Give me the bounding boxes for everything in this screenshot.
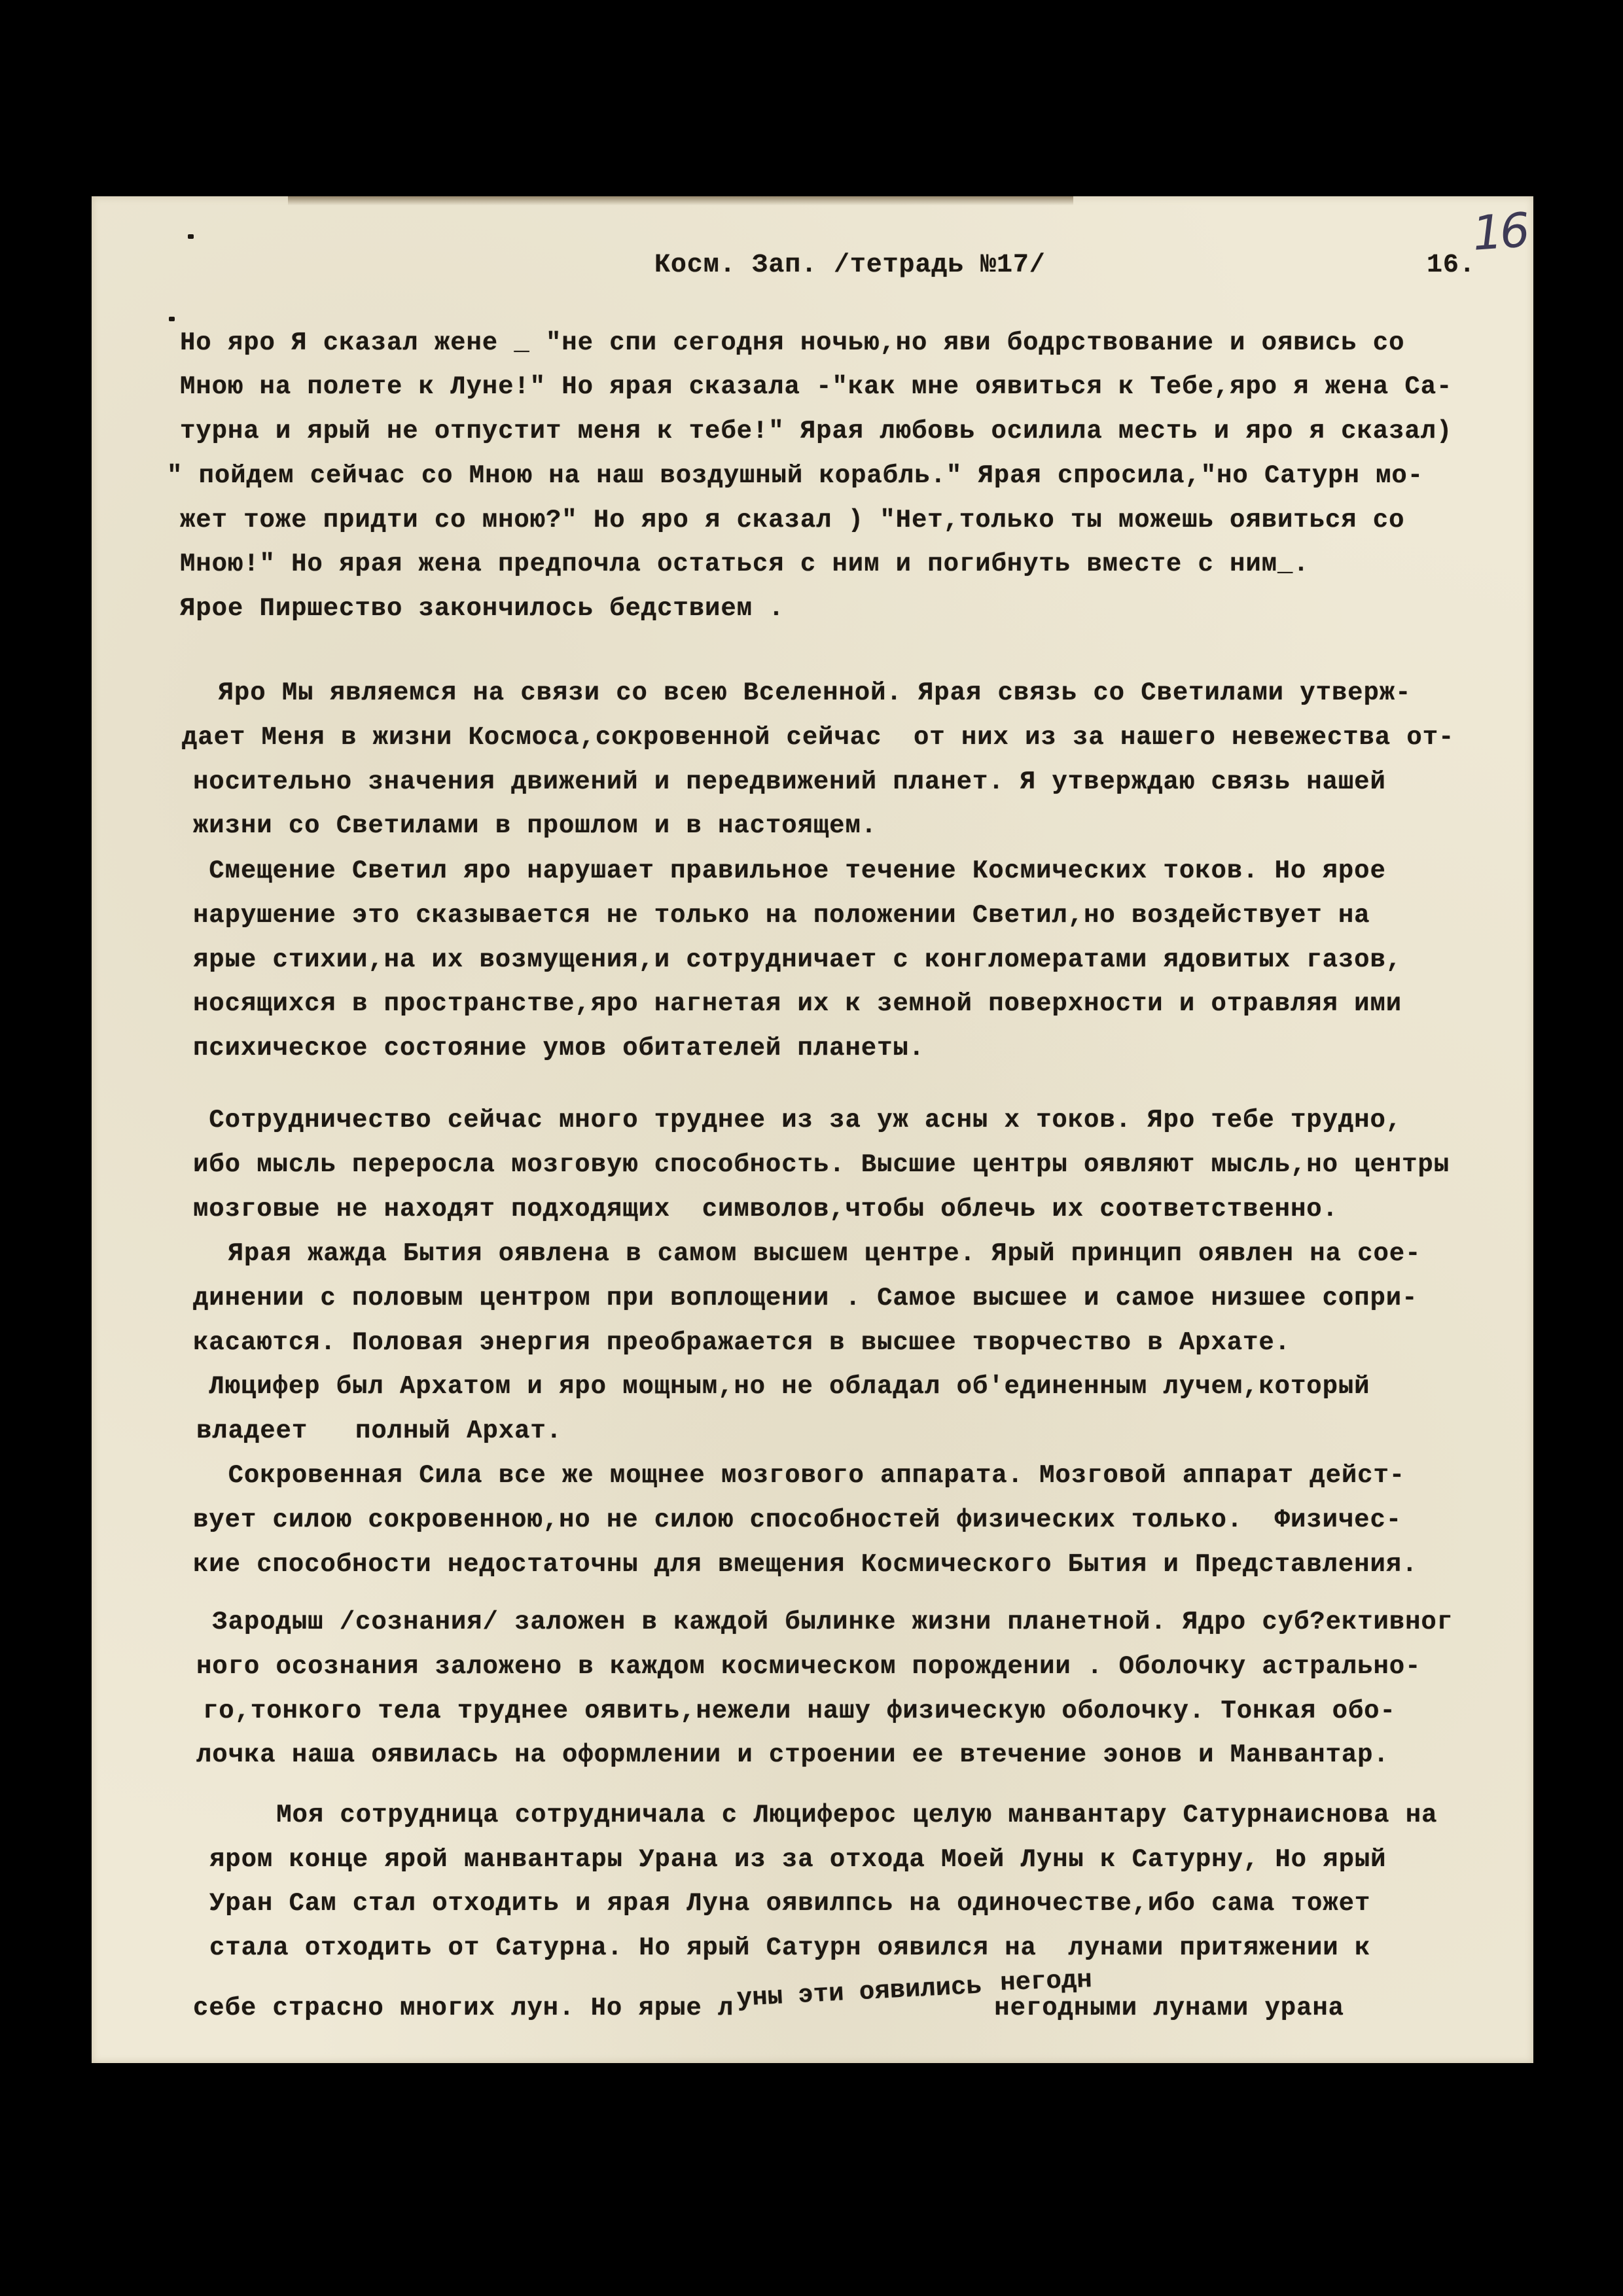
text-line: " пойдем сейчас со Мною на наш воздушный корабль." Ярая спросила,"но Сатурн мо-	[167, 461, 1424, 490]
text-line: го,тонкого тела труднее оявить,нежели нашу физическую оболочку. Тонкая обо-	[203, 1697, 1396, 1725]
text-line: жизни со Светилами в прошлом и в настоящем.	[193, 811, 878, 840]
text-line: динении с половым центром при воплощении . Самое высшее и самое низшее сопри-	[193, 1284, 1418, 1313]
overtyped-word: негодн	[999, 1966, 1093, 1998]
text-line: нарушение это сказывается не только на положении Светил,но воздействует на	[193, 901, 1370, 930]
text-line-slanted: уны эти оявились	[736, 1971, 983, 2013]
handwritten-page-number: 16	[1471, 202, 1529, 261]
text-line: Но яро Я сказал жене _ "не спи сегодня ночью,но яви бодрствование и оявись со	[180, 328, 1405, 357]
text-line: Сокровенная Сила все же мощнее мозгового аппарата. Мозговой аппарат дейст-	[196, 1461, 1406, 1490]
text-line: владеет полный Архат.	[196, 1417, 562, 1445]
ink-dot	[188, 234, 194, 239]
page-number: 16.	[1427, 251, 1476, 280]
text-line: Сотрудничество сейчас много труднее из за уж асны х токов. Яро тебе трудно,	[193, 1106, 1402, 1135]
text-line: Ярая жажда Бытия оявлена в самом высшем центре. Ярый принцип оявлен на сое-	[196, 1239, 1421, 1268]
text-line: ибо мысль переросла мозговую способность. Высшие центры оявляют мысль,но центры	[193, 1150, 1450, 1179]
text-line: Смещение Светил яро нарушает правильное течение Космических токов. Но ярое	[193, 857, 1386, 885]
document-header-title: Косм. Зап. /тетрадь №17/	[654, 251, 1046, 280]
text-line: Мною!" Но ярая жена предпочла остаться с ним и погибнуть вместе с ним_.	[180, 550, 1310, 578]
text-line: касаются. Половая энергия преображается в высшее творчество в Архате.	[193, 1328, 1291, 1357]
text-line: Зародыш /сознания/ заложен в каждой былинке жизни планетной. Ядро суб?ективног	[196, 1608, 1454, 1636]
text-line: жет тоже придти со мною?" Но яро я сказал ) "Нет,только ты можешь оявиться со	[180, 506, 1405, 535]
text-line: дает Меня в жизни Космоса,сокровенной сейчас от них из за нашего невежества от-	[182, 723, 1455, 752]
text-line: Люцифер был Архатом и яро мощным,но не обладал об'единенным лучем,который	[193, 1372, 1370, 1401]
text-line: Яро Мы являемся на связи со всею Вселенной. Ярая связь со Светилами утверж-	[187, 679, 1412, 707]
text-line: лочка наша оявилась на оформлении и строении ее втечение эонов и Манвантар.	[196, 1740, 1389, 1769]
text-line: кие способности недостаточны для вмещения Космического Бытия и Представления.	[193, 1550, 1418, 1579]
text-line: носительно значения движений и передвижений планет. Я утверждаю связь нашей	[193, 768, 1386, 796]
text-line: турна и ярый не отпустит меня к тебе!" Ярая любовь осилила месть и яро я сказал)	[180, 417, 1453, 446]
text-line: мозговые не находят подходящих символов,чтобы облечь их соответственно.	[193, 1195, 1338, 1224]
text-line: яром конце ярой манвантары Урана из за отхода Моей Луны к Сатурну, Но ярый	[209, 1845, 1387, 1874]
paper-stain	[288, 196, 1073, 205]
text-line: ного осознания заложено в каждом космическом порождении . Оболочку астрально-	[196, 1652, 1421, 1681]
text-line: психическое состояние умов обитателей планеты.	[193, 1034, 925, 1063]
text-line: Уран Сам стал отходить и ярая Луна оявилпсь на одиночестве,ибо сама тожет	[209, 1889, 1371, 1918]
text-line: стала отходить от Сатурна. Но ярый Сатурн оявился на лунами притяжении к	[209, 1934, 1371, 1962]
text-line-last-end: негодными лунами урана	[994, 1994, 1344, 2022]
text-line: ярые стихии,на их возмущения,и сотрудничает с конгломератами ядовитых газов,	[193, 945, 1402, 974]
text-line: Ярое Пиршество закончилось бедствием .	[180, 594, 785, 623]
ink-dot	[169, 317, 175, 321]
text-line: носящихся в пространстве,яро нагнетая их к земной поверхности и отравляя ими	[193, 989, 1402, 1018]
text-line: Мною на полете к Луне!" Но ярая сказала -"как мне оявиться к Тебе,яро я жена Са-	[180, 372, 1453, 401]
text-line: Моя сотрудница сотрудничала с Люциферос целую манвантару Сатурнаиснова на	[213, 1801, 1438, 1829]
text-line: вует силою сокровенною,но не силою способностей физических только. Физичес-	[193, 1506, 1402, 1534]
text-line-last-start: себе страсно многих лун. Но ярые л	[193, 1994, 734, 2022]
